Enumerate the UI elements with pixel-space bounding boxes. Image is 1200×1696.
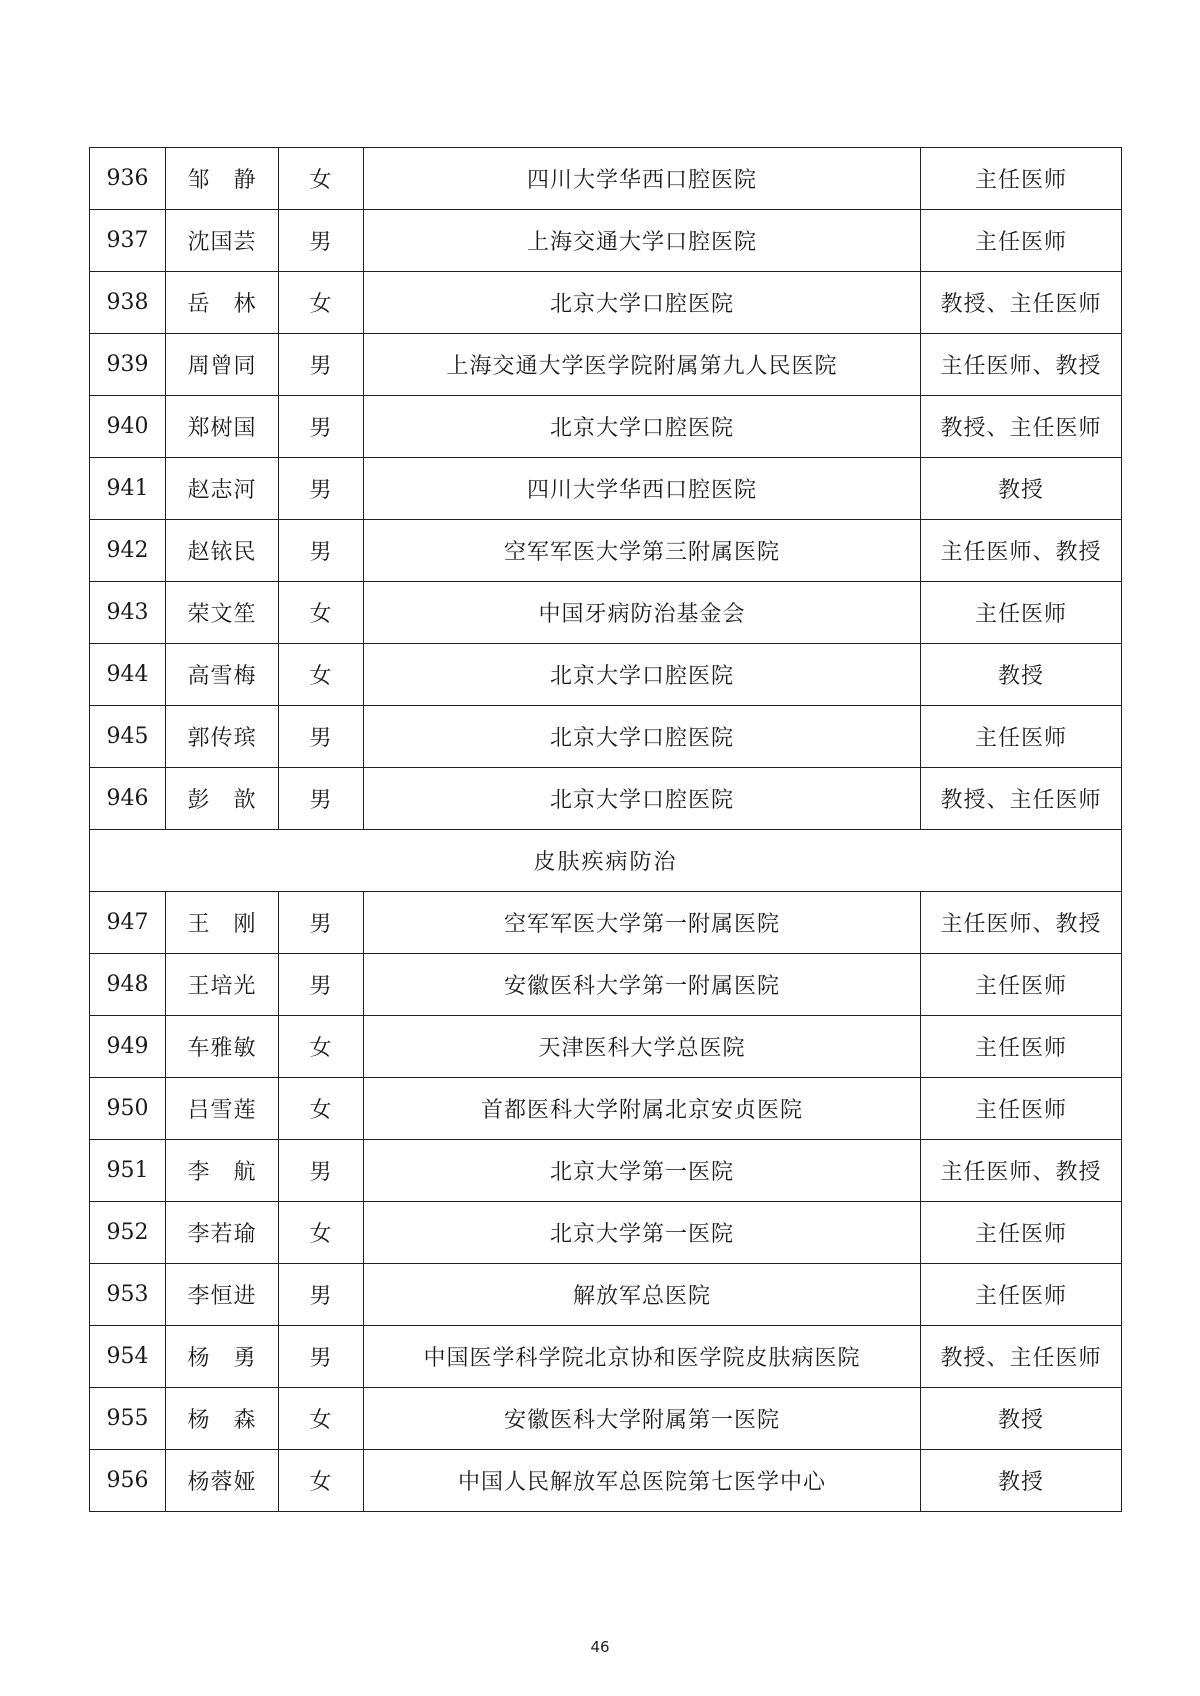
professional-title-cell: 主任医师、教授 bbox=[921, 334, 1122, 396]
organization-cell: 解放军总医院 bbox=[364, 1264, 921, 1326]
professional-title-cell: 主任医师 bbox=[921, 1264, 1122, 1326]
professional-title-cell: 教授、主任医师 bbox=[921, 1326, 1122, 1388]
section-header-row bbox=[90, 830, 1122, 892]
section-title: 皮肤疾病防治 bbox=[90, 830, 1122, 892]
name-cell: 李若瑜 bbox=[166, 1202, 279, 1264]
table-row bbox=[90, 644, 1122, 706]
professional-title-cell: 教授 bbox=[921, 1450, 1122, 1512]
professional-title-cell: 主任医师 bbox=[921, 582, 1122, 644]
gender-cell: 男 bbox=[279, 1326, 364, 1388]
name-cell: 岳 林 bbox=[166, 272, 279, 334]
organization-cell: 北京大学口腔医院 bbox=[364, 272, 921, 334]
table-row bbox=[90, 148, 1122, 210]
serial-number-cell: 956 bbox=[90, 1450, 166, 1512]
organization-cell: 天津医科大学总医院 bbox=[364, 1016, 921, 1078]
table-row bbox=[90, 706, 1122, 768]
gender-cell: 男 bbox=[279, 334, 364, 396]
table-row bbox=[90, 768, 1122, 830]
gender-cell: 男 bbox=[279, 706, 364, 768]
organization-cell: 北京大学第一医院 bbox=[364, 1202, 921, 1264]
table-row bbox=[90, 520, 1122, 582]
gender-cell: 男 bbox=[279, 892, 364, 954]
name-cell: 高雪梅 bbox=[166, 644, 279, 706]
name-cell: 郭传瑸 bbox=[166, 706, 279, 768]
gender-cell: 女 bbox=[279, 582, 364, 644]
gender-cell: 男 bbox=[279, 396, 364, 458]
professional-title-cell: 教授、主任医师 bbox=[921, 768, 1122, 830]
name-cell: 荣文笙 bbox=[166, 582, 279, 644]
table-row bbox=[90, 210, 1122, 272]
name-cell: 郑树国 bbox=[166, 396, 279, 458]
serial-number-cell: 955 bbox=[90, 1388, 166, 1450]
professional-title-cell: 教授 bbox=[921, 1388, 1122, 1450]
serial-number-cell: 944 bbox=[90, 644, 166, 706]
table-row bbox=[90, 954, 1122, 1016]
table-row bbox=[90, 1202, 1122, 1264]
organization-cell: 安徽医科大学附属第一医院 bbox=[364, 1388, 921, 1450]
table-row bbox=[90, 1450, 1122, 1512]
organization-cell: 上海交通大学医学院附属第九人民医院 bbox=[364, 334, 921, 396]
gender-cell: 女 bbox=[279, 1016, 364, 1078]
gender-cell: 男 bbox=[279, 458, 364, 520]
organization-cell: 中国牙病防治基金会 bbox=[364, 582, 921, 644]
organization-cell: 空军军医大学第一附属医院 bbox=[364, 892, 921, 954]
serial-number-cell: 943 bbox=[90, 582, 166, 644]
organization-cell: 北京大学第一医院 bbox=[364, 1140, 921, 1202]
organization-cell: 首都医科大学附属北京安贞医院 bbox=[364, 1078, 921, 1140]
table-row bbox=[90, 1140, 1122, 1202]
professional-title-cell: 主任医师 bbox=[921, 1202, 1122, 1264]
organization-cell: 空军军医大学第三附属医院 bbox=[364, 520, 921, 582]
name-cell: 杨蓉娅 bbox=[166, 1450, 279, 1512]
table-row bbox=[90, 458, 1122, 520]
name-cell: 王培光 bbox=[166, 954, 279, 1016]
name-cell: 赵志河 bbox=[166, 458, 279, 520]
serial-number-cell: 939 bbox=[90, 334, 166, 396]
serial-number-cell: 952 bbox=[90, 1202, 166, 1264]
organization-cell: 四川大学华西口腔医院 bbox=[364, 148, 921, 210]
professional-title-cell: 教授 bbox=[921, 644, 1122, 706]
name-cell: 李 航 bbox=[166, 1140, 279, 1202]
gender-cell: 女 bbox=[279, 1078, 364, 1140]
organization-cell: 北京大学口腔医院 bbox=[364, 396, 921, 458]
professional-title-cell: 教授 bbox=[921, 458, 1122, 520]
name-cell: 王 刚 bbox=[166, 892, 279, 954]
table-row bbox=[90, 334, 1122, 396]
professional-title-cell: 主任医师 bbox=[921, 1016, 1122, 1078]
gender-cell: 男 bbox=[279, 1264, 364, 1326]
gender-cell: 女 bbox=[279, 1202, 364, 1264]
serial-number-cell: 947 bbox=[90, 892, 166, 954]
roster-body bbox=[90, 148, 1122, 1512]
serial-number-cell: 953 bbox=[90, 1264, 166, 1326]
serial-number-cell: 951 bbox=[90, 1140, 166, 1202]
organization-cell: 北京大学口腔医院 bbox=[364, 644, 921, 706]
name-cell: 吕雪莲 bbox=[166, 1078, 279, 1140]
gender-cell: 女 bbox=[279, 272, 364, 334]
serial-number-cell: 940 bbox=[90, 396, 166, 458]
serial-number-cell: 937 bbox=[90, 210, 166, 272]
page-number: 46 bbox=[590, 1638, 610, 1656]
professional-title-cell: 主任医师 bbox=[921, 1078, 1122, 1140]
organization-cell: 北京大学口腔医院 bbox=[364, 706, 921, 768]
table-row bbox=[90, 1016, 1122, 1078]
serial-number-cell: 936 bbox=[90, 148, 166, 210]
name-cell: 邹 静 bbox=[166, 148, 279, 210]
professional-title-cell: 教授、主任医师 bbox=[921, 272, 1122, 334]
gender-cell: 男 bbox=[279, 954, 364, 1016]
professional-title-cell: 主任医师、教授 bbox=[921, 1140, 1122, 1202]
table-row bbox=[90, 272, 1122, 334]
table-row bbox=[90, 582, 1122, 644]
serial-number-cell: 950 bbox=[90, 1078, 166, 1140]
organization-cell: 中国医学科学院北京协和医学院皮肤病医院 bbox=[364, 1326, 921, 1388]
name-cell: 杨 勇 bbox=[166, 1326, 279, 1388]
organization-cell: 中国人民解放军总医院第七医学中心 bbox=[364, 1450, 921, 1512]
gender-cell: 男 bbox=[279, 520, 364, 582]
table-row bbox=[90, 1264, 1122, 1326]
professional-title-cell: 主任医师 bbox=[921, 210, 1122, 272]
professional-title-cell: 主任医师、教授 bbox=[921, 892, 1122, 954]
gender-cell: 女 bbox=[279, 1450, 364, 1512]
serial-number-cell: 941 bbox=[90, 458, 166, 520]
serial-number-cell: 938 bbox=[90, 272, 166, 334]
serial-number-cell: 945 bbox=[90, 706, 166, 768]
table-row bbox=[90, 1078, 1122, 1140]
serial-number-cell: 942 bbox=[90, 520, 166, 582]
professional-title-cell: 主任医师、教授 bbox=[921, 520, 1122, 582]
serial-number-cell: 946 bbox=[90, 768, 166, 830]
name-cell: 杨 森 bbox=[166, 1388, 279, 1450]
gender-cell: 女 bbox=[279, 148, 364, 210]
table-row bbox=[90, 1326, 1122, 1388]
gender-cell: 女 bbox=[279, 644, 364, 706]
gender-cell: 女 bbox=[279, 1388, 364, 1450]
serial-number-cell: 948 bbox=[90, 954, 166, 1016]
table-row bbox=[90, 396, 1122, 458]
table-row bbox=[90, 1388, 1122, 1450]
name-cell: 沈国芸 bbox=[166, 210, 279, 272]
organization-cell: 北京大学口腔医院 bbox=[364, 768, 921, 830]
professional-title-cell: 教授、主任医师 bbox=[921, 396, 1122, 458]
name-cell: 车雅敏 bbox=[166, 1016, 279, 1078]
organization-cell: 安徽医科大学第一附属医院 bbox=[364, 954, 921, 1016]
organization-cell: 上海交通大学口腔医院 bbox=[364, 210, 921, 272]
name-cell: 赵铱民 bbox=[166, 520, 279, 582]
name-cell: 李恒进 bbox=[166, 1264, 279, 1326]
professional-title-cell: 主任医师 bbox=[921, 706, 1122, 768]
table-row bbox=[90, 892, 1122, 954]
serial-number-cell: 949 bbox=[90, 1016, 166, 1078]
name-cell: 周曾同 bbox=[166, 334, 279, 396]
organization-cell: 四川大学华西口腔医院 bbox=[364, 458, 921, 520]
gender-cell: 男 bbox=[279, 768, 364, 830]
professional-title-cell: 主任医师 bbox=[921, 148, 1122, 210]
serial-number-cell: 954 bbox=[90, 1326, 166, 1388]
expert-roster-table bbox=[89, 147, 1122, 1512]
gender-cell: 男 bbox=[279, 210, 364, 272]
professional-title-cell: 主任医师 bbox=[921, 954, 1122, 1016]
name-cell: 彭 歆 bbox=[166, 768, 279, 830]
gender-cell: 男 bbox=[279, 1140, 364, 1202]
